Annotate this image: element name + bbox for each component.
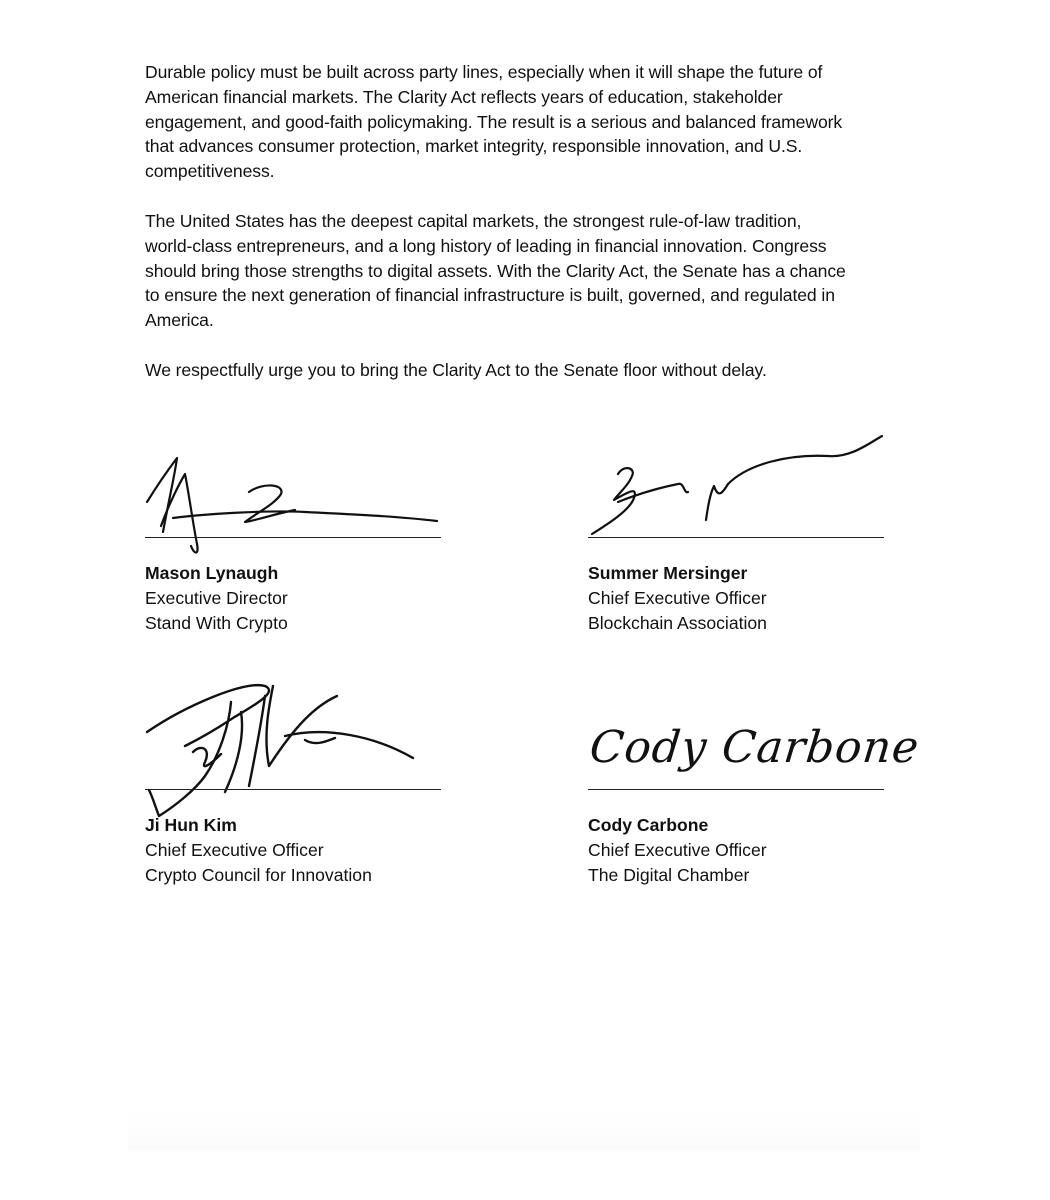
signer-title: Chief Executive Officer bbox=[588, 587, 767, 608]
page-footer-shade bbox=[128, 1110, 920, 1150]
handwritten-signature: Cody Carbone bbox=[587, 722, 922, 773]
signature-image bbox=[588, 414, 884, 538]
signature-image bbox=[145, 666, 441, 790]
signer-organization: Blockchain Association bbox=[588, 612, 767, 633]
signer-title: Chief Executive Officer bbox=[145, 839, 324, 860]
signature-block-ji-hun-kim bbox=[145, 666, 441, 887]
signature-line bbox=[145, 537, 441, 538]
signer-name: Mason Lynaugh bbox=[145, 563, 279, 583]
signer-title: Chief Executive Officer bbox=[588, 839, 767, 860]
signer-organization: The Digital Chamber bbox=[588, 864, 750, 885]
signature-block-mason bbox=[145, 414, 441, 635]
signer-organization: Crypto Council for Innovation bbox=[145, 864, 372, 885]
signature-block-summer bbox=[588, 414, 884, 635]
letter-paragraph-1: Durable policy must be built across party lines, especially when it will shape the future of American financial markets. The Clarity Act reflects years of education, stakeholder engagement, and good-faith policymaking. The result is a serious and balanced framework that advances consumer protection, market integrity, responsible innovation, and U.S. competitiveness. bbox=[145, 62, 843, 182]
signer-name: Summer Mersinger bbox=[588, 563, 748, 583]
signature-line bbox=[588, 789, 884, 790]
letter-paragraph-2: The United States has the deepest capital markets, the strongest rule-of-law tradition, world-class entrepreneurs, and a long history of leading in financial innovation. Congress should bring those strengths to digital assets. With the Clarity Act, the Senate has a chance to ensure the next generation of financial infrastructure is built, governed, and regulated in America. bbox=[145, 211, 846, 331]
signature-image bbox=[587, 666, 922, 790]
signer-organization: Stand With Crypto bbox=[145, 612, 288, 633]
signer-title: Executive Director bbox=[145, 587, 288, 608]
signer-name: Cody Carbone bbox=[588, 815, 709, 835]
signer-name: Ji Hun Kim bbox=[145, 815, 237, 835]
letter-paragraph-3: We respectfully urge you to bring the Clarity Act to the Senate floor without delay. bbox=[145, 360, 767, 380]
signature-image bbox=[145, 414, 441, 538]
signature-line bbox=[588, 537, 884, 538]
signature-block-cody-carbone bbox=[587, 666, 922, 887]
signature-line bbox=[145, 789, 441, 790]
